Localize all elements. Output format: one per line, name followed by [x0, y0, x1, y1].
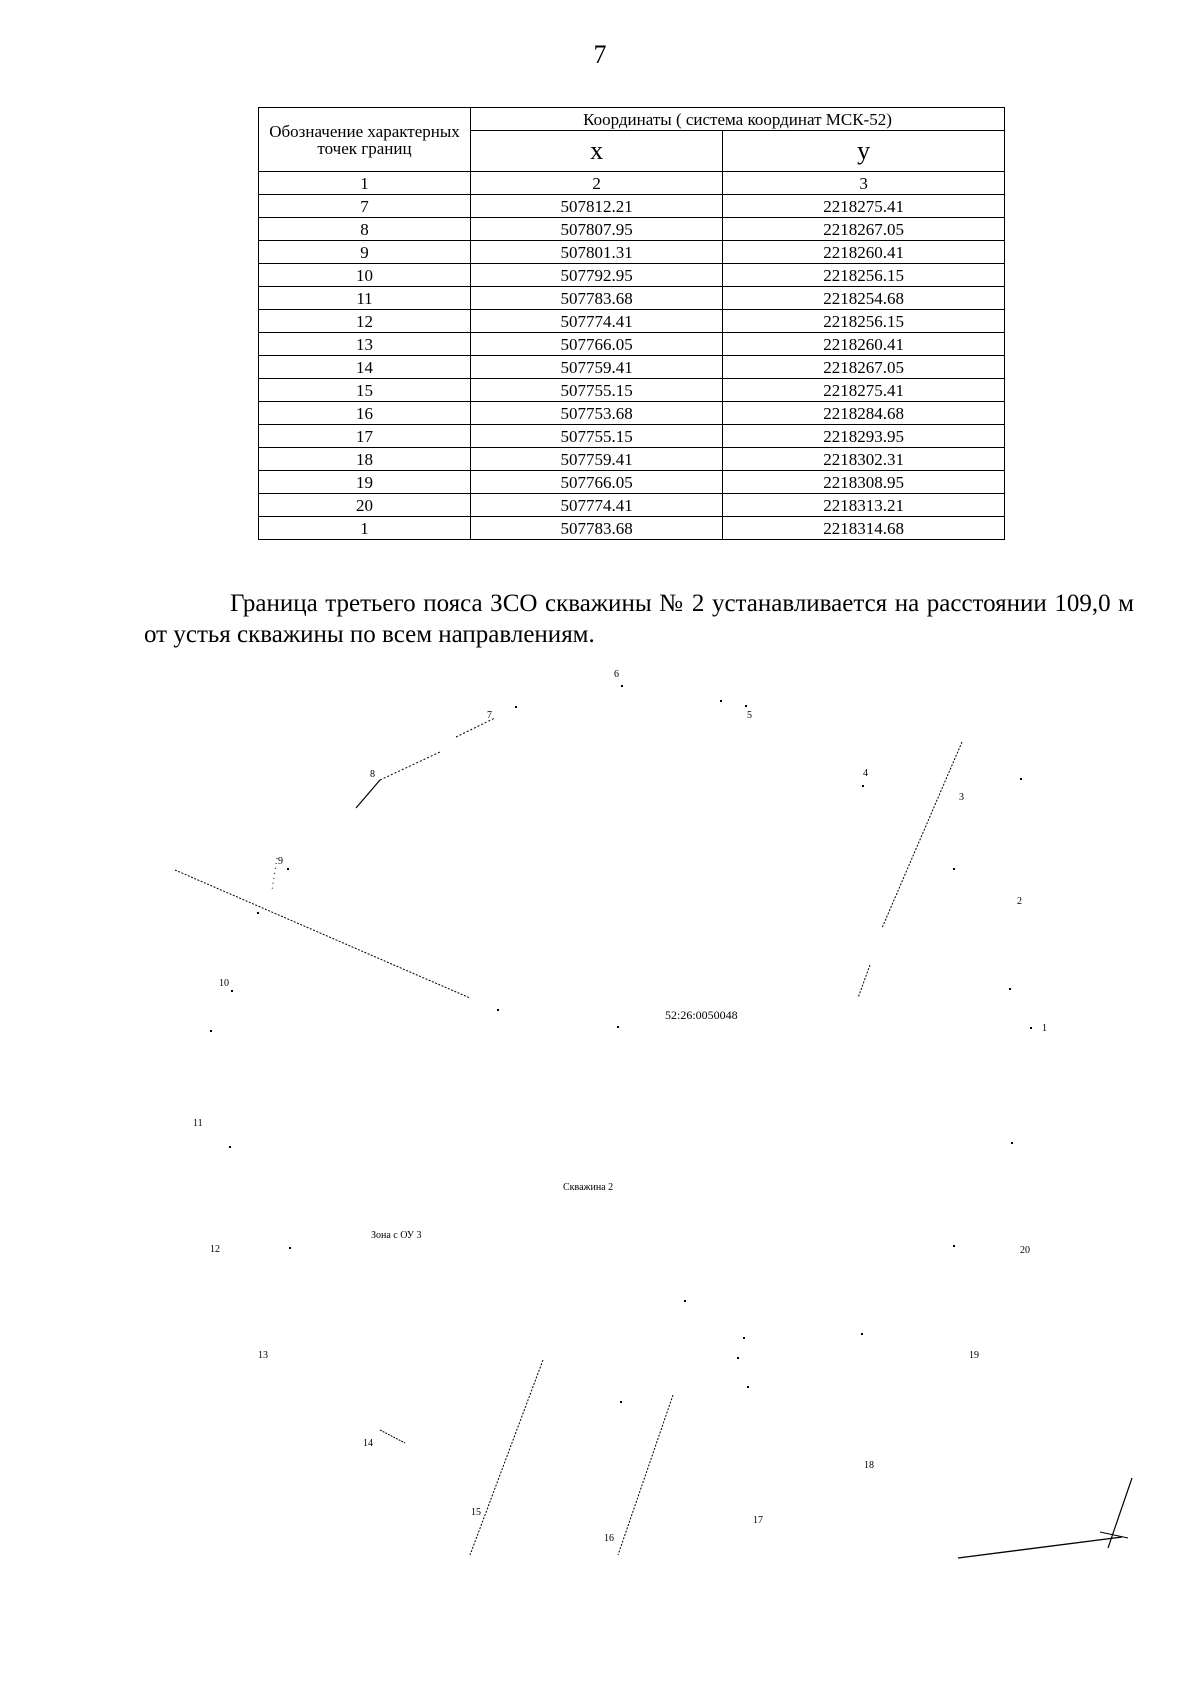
header-y: у: [723, 131, 1005, 172]
point-cell: 8: [259, 218, 471, 241]
y-cell: 2218267.05: [723, 356, 1005, 379]
x-cell: 507766.05: [471, 333, 723, 356]
point-marker: [747, 1386, 749, 1388]
y-cell: 2218260.41: [723, 333, 1005, 356]
point-label-17: 17: [753, 1515, 763, 1526]
point-marker: [684, 1300, 686, 1302]
x-cell: 507759.41: [471, 448, 723, 471]
boundary-segment: [380, 1430, 405, 1443]
table-row: [259, 494, 1005, 517]
point-marker: [1020, 778, 1022, 780]
y-cell: 2218313.21: [723, 494, 1005, 517]
point-marker: [1030, 1027, 1032, 1029]
table-row: [259, 379, 1005, 402]
y-cell: 2218267.05: [723, 218, 1005, 241]
point-cell: 10: [259, 264, 471, 287]
point-label-20: 20: [1020, 1245, 1030, 1256]
point-marker: [720, 700, 722, 702]
x-cell: 507766.05: [471, 471, 723, 494]
page-number: 7: [593, 40, 607, 69]
table-row: [259, 287, 1005, 310]
coordinates-table: [258, 107, 1005, 540]
x-cell: 507759.41: [471, 356, 723, 379]
boundary-segment: [380, 752, 440, 780]
body-paragraph: Граница третьего пояса ЗСО скважины № 2 устанавливается на расстоянии 109,0 м от устья скважины по всем направлениям.: [144, 590, 1134, 649]
y-cell: 2218284.68: [723, 402, 1005, 425]
point-label-11: 11: [193, 1118, 203, 1129]
table-row: [259, 218, 1005, 241]
x-cell: 507792.95: [471, 264, 723, 287]
point-label-2: 2: [1017, 896, 1022, 907]
point-marker: [953, 868, 955, 870]
y-cell: 2218314.68: [723, 517, 1005, 540]
point-label-10: 10: [219, 978, 229, 989]
point-label-18: 18: [864, 1460, 874, 1471]
point-marker: [1009, 988, 1011, 990]
table-row: [259, 471, 1005, 494]
y-cell: 2218256.15: [723, 264, 1005, 287]
table-row: [259, 333, 1005, 356]
point-marker: [497, 1009, 499, 1011]
point-cell: 20: [259, 494, 471, 517]
y-cell: 2218260.41: [723, 241, 1005, 264]
boundary-segment: [858, 965, 870, 998]
point-marker: [231, 990, 233, 992]
header-point: Обозначение характерных точек границ: [259, 108, 471, 172]
table-row: [259, 310, 1005, 333]
point-cell: 17: [259, 425, 471, 448]
point-cell: 11: [259, 287, 471, 310]
x-cell: 507755.15: [471, 379, 723, 402]
point-cell: 7: [259, 195, 471, 218]
point-label-12: 12: [210, 1244, 220, 1255]
point-cell: 19: [259, 471, 471, 494]
well-label: Скважина 2: [563, 1182, 614, 1193]
y-cell: 2218308.95: [723, 471, 1005, 494]
y-cell: 2218302.31: [723, 448, 1005, 471]
point-marker: [862, 785, 864, 787]
x-cell: 507783.68: [471, 287, 723, 310]
table-row: [259, 448, 1005, 471]
point-marker: [229, 1146, 231, 1148]
point-label-8: 8: [370, 769, 375, 780]
point-marker: [745, 705, 747, 707]
point-marker: [515, 706, 517, 708]
table-row: [259, 425, 1005, 448]
header-x: x: [471, 131, 723, 172]
point-marker: [737, 1357, 739, 1359]
site-plan: [0, 660, 1200, 1580]
y-cell: 2218256.15: [723, 310, 1005, 333]
x-cell: 507807.95: [471, 218, 723, 241]
point-label-3: 3: [959, 792, 964, 803]
point-label-5: 5: [747, 710, 752, 721]
index-cell: 1: [259, 172, 471, 195]
y-cell: 2218275.41: [723, 195, 1005, 218]
table-row: [259, 195, 1005, 218]
point-cell: 14: [259, 356, 471, 379]
table-row: [259, 264, 1005, 287]
point-label-19: 19: [969, 1350, 979, 1361]
point-cell: 12: [259, 310, 471, 333]
index-cell: 3: [723, 172, 1005, 195]
index-cell: 2: [471, 172, 723, 195]
point-label-1: 1: [1042, 1023, 1047, 1034]
boundary-segment: [1100, 1532, 1128, 1538]
point-marker: [617, 1026, 619, 1028]
x-cell: 507774.41: [471, 494, 723, 517]
y-cell: 2218275.41: [723, 379, 1005, 402]
point-marker: [620, 1401, 622, 1403]
boundary-segment: [470, 1360, 543, 1555]
header-coords: Координаты ( система координат МСК-52): [471, 108, 1005, 131]
point-label-6: 6: [614, 669, 619, 680]
index-row: [259, 172, 1005, 195]
zone-label: Зона с ОУ 3: [371, 1230, 422, 1241]
table-row: [259, 356, 1005, 379]
point-cell: 18: [259, 448, 471, 471]
boundary-segment: [958, 1537, 1122, 1558]
point-marker: [621, 685, 623, 687]
boundary-lines: [175, 718, 1132, 1558]
table-row: [259, 241, 1005, 264]
boundary-segment: [272, 858, 277, 890]
point-cell: 16: [259, 402, 471, 425]
point-cell: 1: [259, 517, 471, 540]
point-marker: [743, 1337, 745, 1339]
point-marker: [289, 1247, 291, 1249]
point-label-7: 7: [487, 710, 492, 721]
boundary-segment: [618, 1395, 673, 1555]
y-cell: 2218293.95: [723, 425, 1005, 448]
point-markers: [210, 685, 1032, 1403]
x-cell: 507812.21: [471, 195, 723, 218]
x-cell: 507755.15: [471, 425, 723, 448]
point-marker: [257, 912, 259, 914]
boundary-segment: [356, 780, 380, 808]
parcel-label: 52:26:0050048: [665, 1008, 738, 1022]
x-cell: 507783.68: [471, 517, 723, 540]
point-labels: [193, 669, 1047, 1544]
point-label-13: 13: [258, 1350, 268, 1361]
point-marker: [210, 1030, 212, 1032]
y-cell: 2218254.68: [723, 287, 1005, 310]
point-label-14: 14: [363, 1438, 373, 1449]
x-cell: 507801.31: [471, 241, 723, 264]
point-marker: [1011, 1142, 1013, 1144]
boundary-segment: [882, 742, 962, 928]
point-cell: 13: [259, 333, 471, 356]
point-marker: [953, 1245, 955, 1247]
point-cell: 9: [259, 241, 471, 264]
point-cell: 15: [259, 379, 471, 402]
point-label-4: 4: [863, 768, 868, 779]
x-cell: 507774.41: [471, 310, 723, 333]
point-label-15: 15: [471, 1507, 481, 1518]
table-row: [259, 517, 1005, 540]
table-row: [259, 402, 1005, 425]
point-marker: [287, 868, 289, 870]
point-label-9: 9: [278, 856, 283, 867]
point-marker: [861, 1333, 863, 1335]
x-cell: 507753.68: [471, 402, 723, 425]
point-label-16: 16: [604, 1533, 614, 1544]
